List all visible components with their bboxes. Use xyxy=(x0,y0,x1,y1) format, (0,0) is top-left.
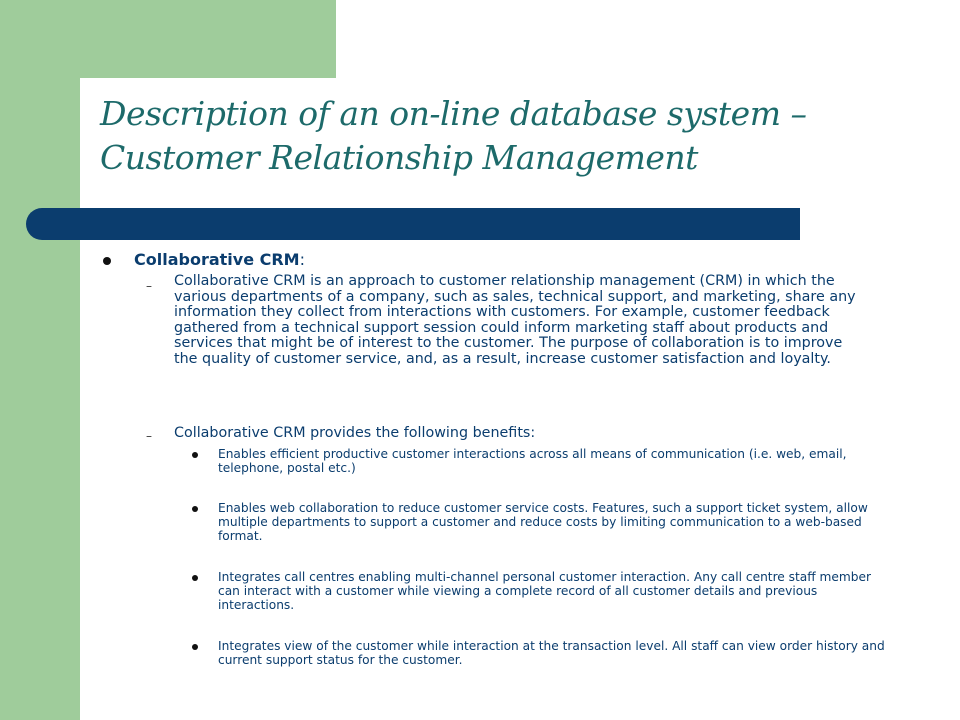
bullet-dot xyxy=(192,644,198,650)
benefit-item: Enables efficient productive customer interactions across all means of communication (i.e. web, email, telephone, postal etc.) xyxy=(218,447,847,476)
benefit-item: Integrates call centres enabling multi-channel personal customer interaction. Any call centre staff member can interact with a customer while viewing a complete record of all customer details and previous interactions. xyxy=(218,570,872,613)
description-paragraph: Collaborative CRM is an approach to customer relationship management (CRM) in which the various departments of a company, such as sales, technical support, and marketing, share any information they collect from interactions with customers. For example, customer feedback gathered from a technical support session could inform marketing staff about products and services that might be of interest to the customer. The purpose of collaboration is to improve the quality of customer service, and, as a result, increase customer satisfaction and loyalty. xyxy=(174,273,856,367)
benefits-intro: Collaborative CRM provides the following benefits: xyxy=(174,425,536,441)
bullet-dot xyxy=(192,452,198,458)
dash-marker: – xyxy=(146,429,152,443)
bullet-dot xyxy=(192,575,198,581)
slide-title-line2: Customer Relationship Management xyxy=(100,138,698,177)
benefit-item: Enables web collaboration to reduce customer service costs. Features, such a support ticket system, allow multiple departments to support a customer and reduce costs by limiting communication to a web-based format. xyxy=(218,501,868,544)
bullet-dot xyxy=(103,257,111,265)
bullet-dot xyxy=(192,506,198,512)
slide-title-line1: Description of an on-line database system – xyxy=(100,94,807,133)
section-heading-colon: : xyxy=(299,250,305,269)
dash-marker: – xyxy=(146,279,152,293)
section-heading xyxy=(134,250,305,269)
section-heading-text: Collaborative CRM xyxy=(134,250,300,269)
benefit-item: Integrates view of the customer while interaction at the transaction level. All staff can view order history and current support status for the customer. xyxy=(218,639,885,668)
